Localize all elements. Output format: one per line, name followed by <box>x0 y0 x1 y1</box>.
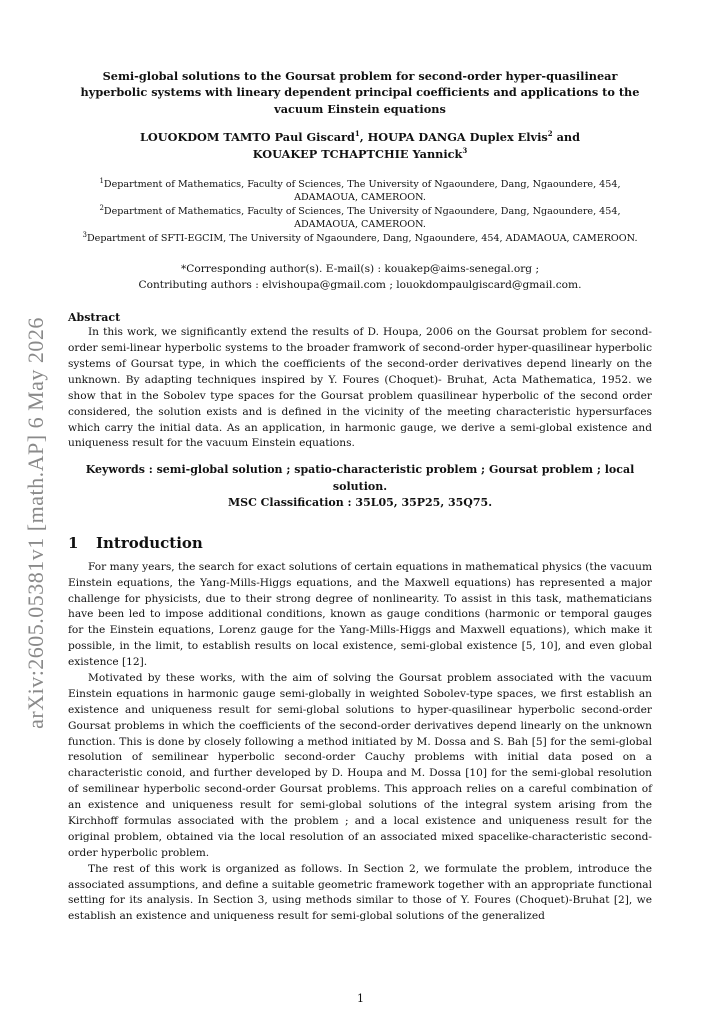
affiliation-1 <box>68 178 652 205</box>
keywords: Keywords : semi-global solution ; spatio-characteristic problem ; Goursat problem ; local solution. <box>85 463 635 493</box>
abstract-heading: Abstract <box>68 310 121 324</box>
contact-info <box>68 262 652 294</box>
corresponding-author-email: *Corresponding author(s). E-mail(s) : kouakep@aims-senegal.org ; <box>180 262 540 275</box>
arxiv-identifier: arXiv:2605.05381v1 [math.AP] 6 May 2026 <box>23 317 48 729</box>
page-number: 1 <box>357 992 364 1005</box>
paper-title: Semi-global solutions to the Goursat problem for second-order hyper-quasilinear hyperbolic systems with lineary dependent principal coefficients and applications to the vacuum Einstein equations <box>80 69 640 116</box>
intro-paragraph-1: For many years, the search for exact solutions of certain equations in mathematical physics (the vacuum Einstein equations, the Yang-Mills-Higgs equations, and the Maxwell equations) has represented a major challenge for physicists, due to their strong degree of nonlinearity. To assist in this task, mathematicians have been led to impose additional conditions, known as gauge conditions (harmonic or temporal gauges for the Einstein equations, Lorenz gauge for the Yang-Mills-Higgs and Maxwell equations), which make it possible, in the limit, to establish results on local existence, semi-global existence [5, 10], and even global existence [12]. <box>68 560 652 669</box>
section-title: Introduction <box>96 533 203 552</box>
affiliation-1-text: Department of Mathematics, Faculty of Sciences, The University of Ngaoundere, Dang, Ngaoundere, 454, ADAMAOUA, CAMEROON. <box>103 178 621 204</box>
arxiv-watermark <box>22 288 50 758</box>
section-heading <box>68 534 652 552</box>
msc-classification: MSC Classification : 35L05, 35P25, 35Q75. <box>227 496 493 510</box>
intro-paragraph-3: The rest of this work is organized as follows. In Section 2, we formulate the problem, introduce the associated assumptions, and define a suitable geometric framework together with an appropriate functional setting for its analysis. In Section 3, using methods similar to those of Y. Foures (Choquet)-Bruhat [2], we establish an existence and uniqueness result for semi-global solutions of the generalized <box>68 862 652 923</box>
intro-paragraph-2: Motivated by these works, with the aim of solving the Goursat problem associated with the vacuum Einstein equations in harmonic gauge semi-globally in weighted Sobolev-type spaces, we first establish an existence and uniqueness result for semi-global solutions to hyper-quasilinear hyperbolic second-order Goursat problems in which the coefficients of the second-order derivatives depend linearly on the unknown function. This is done by closely following a method initiated by M. Dossa and S. Bah [5] for the semi-global resolution of semilinear hyperbolic second-order Cauchy problems with initial data posed on a characteristic conoid, and further developed by D. Houpa and M. Dossa [10] for the semi-global resolution of semilinear hyperbolic second-order Goursat problems. This approach relies on a careful combination of an existence and uniqueness result for semi-global solutions of the integral system arising from the Kirchhoff formulas associated with the problem ; and a local existence and uniqueness result for the original problem, obtained via the local resolution of an associated mixed spacelike-characteristic second-order hyperbolic problem. <box>68 672 652 859</box>
author-3: KOUAKEP TCHAPTCHIE Yannick <box>252 146 463 161</box>
affiliation-3-text: Department of SFTI-EGCIM, The University of Ngaoundere, Dang, Ngaoundere, 454, ADAMAOUA, CAMEROON. <box>86 232 638 244</box>
abstract-body: In this work, we significantly extend the results of D. Houpa, 2006 on the Goursat problem for second-order semi-linear hyperbolic systems to the broader framwork of second-order hyper-quasilinear hyperbolic systems of Goursat type, in which the coefficients of the second-order derivatives depend linearly on the unknown. By adapting techniques inspired by Y. Foures (Choquet)- Bruhat, Acta Mathematica, 1952. we show that in the Sobolev type spaces for the Goursat problem quasilinear hyperbolic of the second order considered, the solution exists and is defined in the vicinity of the meeting characteristic hypersurfaces which carry the initial data. As an application, in harmonic gauge, we derive a semi-global existence and uniqueness result for the vacuum Einstein equations. <box>68 326 652 450</box>
page-content <box>68 68 652 925</box>
affiliation-3-mark: 3 <box>82 230 87 239</box>
section-number: 1 <box>68 533 79 552</box>
author-list: LOUOKDOM TAMTO Paul Giscard$^1$, HOUPA DANGA Duplex Elvis$^2$ and KOUAKEP TCHAPTCHIE Yannick$^3$ <box>139 129 581 161</box>
affiliation-2-text: Department of Mathematics, Faculty of Sciences, The University of Ngaoundere, Dang, Ngaoundere, 454, ADAMAOUA, CAMEROON. <box>103 205 621 231</box>
author-1-mark: 1 <box>354 129 360 139</box>
author-1: LOUOKDOM TAMTO Paul Giscard <box>139 130 355 145</box>
author-2: HOUPA DANGA Duplex Elvis <box>367 130 548 145</box>
affiliation-list <box>68 178 652 245</box>
affiliation-3 <box>68 232 652 245</box>
contributing-author-emails: Contributing authors : elvishoupa@gmail.com ; louokdompaulgiscard@gmail.com. <box>138 278 582 291</box>
affiliation-1-mark: 1 <box>99 176 104 185</box>
author-2-mark: 2 <box>547 129 553 139</box>
affiliation-2-mark: 2 <box>99 203 104 212</box>
author-conjunction: and <box>552 130 581 145</box>
author-3-mark: 3 <box>462 145 468 155</box>
affiliation-2 <box>68 205 652 232</box>
